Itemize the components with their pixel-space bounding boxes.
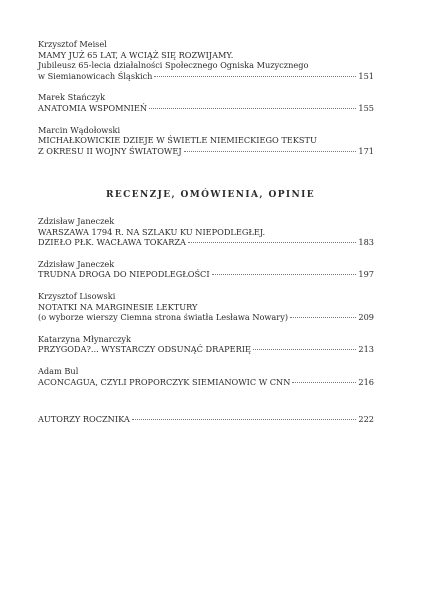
entry-author: Zdzisław Janeczek [38,216,115,226]
toc-closing-entry [38,414,374,425]
dot-leader [212,274,357,275]
entry-author: Marcin Wądołowski [38,124,121,135]
entry-title-final-line [38,414,374,425]
toc-entry [38,39,374,81]
entry-author: Zdzisław Janeczek [38,258,115,269]
entry-title-final-line [38,237,374,248]
entry-title-final-line [38,146,374,157]
dot-leader [154,76,356,77]
dot-leader [149,108,356,109]
entry-title-line: w Siemianowicach Śląskich [38,70,153,81]
entry-title-final-line [38,344,374,355]
entry-page-number: 171 [358,145,374,156]
entry-page-number: 151 [358,70,374,81]
dot-leader [292,382,356,383]
entry-title-line: DZIEŁO PŁK. WACŁAWA TOKARZA [38,237,186,248]
toc-review-entries [38,216,374,398]
dot-leader [290,317,356,318]
dot-leader [132,419,357,420]
entry-title-final-line [38,103,374,114]
entry-page-number: 213 [358,344,374,355]
entry-page-number: 216 [358,376,374,387]
entry-author: Adam Bul [38,365,79,376]
entry-page-number: 209 [358,312,374,323]
toc-top-entries [38,39,374,167]
entry-title-line: (o wyborze wierszy Ciemna strona światła Lesława Nowary) [38,312,289,323]
entry-title-line: TRUDNA DROGA DO NIEPODLEGŁOŚCI [38,269,210,280]
entry-title-final-line [38,377,374,388]
entry-title-line: NOTATKI NA MARGINESIE LEKTURY [38,301,198,312]
entry-title-line: Jubileusz 65-lecia działalności Społecznego Ogniska Muzycznego [38,60,309,71]
entry-page-number: 183 [358,237,374,248]
toc-entry [38,291,374,323]
entry-page-number: 222 [358,414,374,424]
entry-title-final-line [38,312,374,323]
entry-title-line: WARSZAWA 1794 R. NA SZLAKU KU NIEPODLEGŁEJ. [38,226,266,237]
dot-leader [188,242,356,243]
entry-title-line: PRZYGODA?... WYSTARCZY ODSUNĄĆ DRAPERIĘ [38,344,252,355]
entry-title-line: ANATOMIA WSPOMNIEŃ [38,102,148,113]
entry-title-line: MAMY JUŻ 65 LAT, A WCIĄŻ SIĘ ROZWIJAMY. [38,49,234,60]
entry-page-number: 197 [358,269,374,280]
entry-title-line: ACONCAGUA, CZYLI PROPORCZYK SIEMIANOWIC W CNN [38,376,291,387]
entry-author: Krzysztof Lisowski [38,290,116,301]
toc-entry [38,366,374,387]
toc-entry [38,216,374,248]
section-heading: RECENZJE, OMÓWIENIA, OPINIE [106,190,315,200]
toc-entry [38,125,374,157]
toc-entry [38,92,374,113]
toc-entry [38,334,374,355]
entry-author: Krzysztof Meisel [38,39,107,49]
entry-title-final-line [38,71,374,82]
entry-title-line: MICHAŁKOWICKIE DZIEJE W ŚWIETLE NIEMIECKIEGO TEKSTU [38,135,317,146]
entry-author: Katarzyna Młynarczyk [38,333,131,344]
entry-title-final-line [38,269,374,280]
closing-entry-title: AUTORZY ROCZNIKA [38,414,130,424]
entry-page-number: 155 [358,102,374,113]
dot-leader [253,349,356,350]
toc-entry [38,259,374,280]
entry-author: Marek Stańczyk [38,92,106,103]
dot-leader [184,151,357,152]
entry-title-line: Z OKRESU II WOJNY ŚWIATOWEJ [38,145,182,156]
